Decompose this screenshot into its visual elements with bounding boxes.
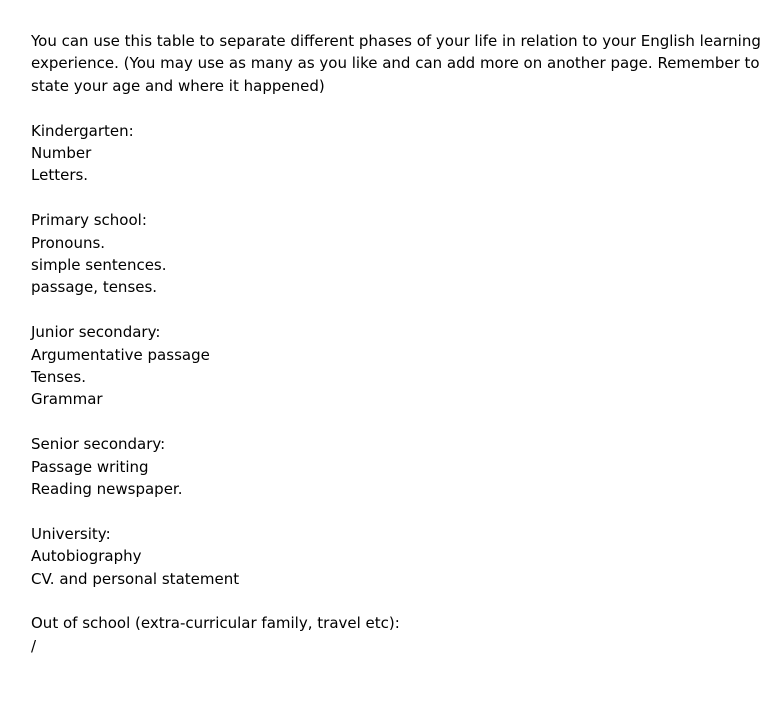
intro-line: experience. (You may use as many as you like and can add more on another page. Remember to (31, 54, 760, 73)
intro-paragraph (31, 30, 766, 97)
section-item: Letters. (31, 166, 89, 185)
section-item: simple sentences. (31, 256, 167, 275)
section-out-of-school (31, 612, 766, 657)
section-heading: Senior secondary: (31, 435, 166, 454)
section-item: Autobiography (31, 547, 142, 566)
section-heading: Primary school: (31, 211, 147, 230)
section-primary-school (31, 209, 766, 299)
section-heading: Kindergarten: (31, 121, 134, 140)
intro-line: state your age and where it happened) (31, 76, 325, 95)
section-item: Number (31, 144, 92, 163)
section-item: passage, tenses. (31, 278, 158, 297)
section-item: Reading newspaper. (31, 480, 183, 499)
section-item: Passage writing (31, 457, 149, 476)
section-item: Argumentative passage (31, 345, 210, 364)
section-junior-secondary (31, 321, 766, 411)
section-heading: University: (31, 524, 111, 543)
section-heading: Junior secondary: (31, 323, 161, 342)
document-body (31, 30, 766, 680)
section-item: Grammar (31, 390, 103, 409)
section-item: Tenses. (31, 368, 86, 387)
section-kindergarten (31, 120, 766, 187)
section-item: / (31, 636, 37, 655)
intro-line: You can use this table to separate different phases of your life in relation to your English learning (31, 32, 761, 50)
section-item: Pronouns. (31, 233, 106, 252)
section-university (31, 523, 766, 590)
section-item: CV. and personal statement (31, 569, 240, 588)
section-heading: Out of school (extra-curricular family, travel etc): (31, 614, 400, 633)
section-senior-secondary (31, 433, 766, 500)
